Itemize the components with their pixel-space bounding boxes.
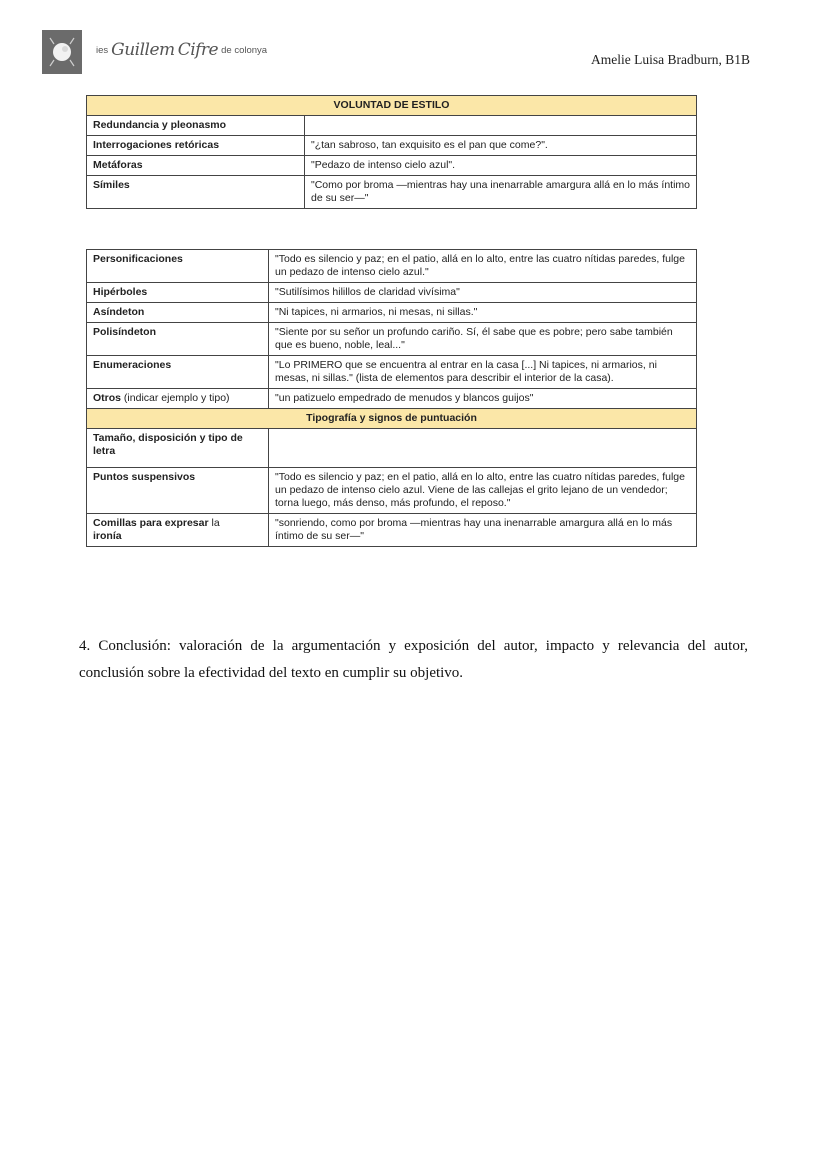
table-row — [87, 429, 697, 468]
school-name-second: Cifre — [177, 40, 219, 60]
row-label: Interrogaciones retóricas — [87, 136, 305, 156]
student-name: Amelie Luisa Bradburn, B1B — [591, 52, 750, 67]
section-header-row — [87, 409, 697, 429]
school-suffix: de colonya — [221, 44, 268, 56]
row-value — [269, 429, 697, 468]
table-row — [87, 250, 697, 283]
comillas-label: Comillas para expresar — [93, 517, 209, 529]
table-row — [87, 356, 697, 389]
row-label: Hipérboles — [87, 283, 269, 303]
row-label: Asíndeton — [87, 303, 269, 323]
otros-hint: (indicar ejemplo y tipo) — [121, 392, 230, 404]
comillas-label-end: ironía — [93, 530, 122, 542]
row-label: Enumeraciones — [87, 356, 269, 389]
comillas-label-light: la — [208, 517, 220, 529]
school-logo — [42, 30, 82, 74]
row-label: Metáforas — [87, 156, 305, 176]
section-title: Tipografía y signos de puntuación — [87, 409, 697, 429]
school-name — [96, 40, 267, 60]
page-header — [0, 0, 828, 90]
figures-table — [86, 249, 697, 547]
row-value: "Siente por su señor un profundo cariño. Sí, él sabe que es pobre; pero sabe también que es bueno, noble, leal..." — [269, 323, 697, 356]
table-row — [87, 283, 697, 303]
table-row — [87, 323, 697, 356]
otros-label: Otros — [93, 392, 122, 404]
style-table — [86, 95, 697, 209]
table-row — [87, 116, 697, 136]
row-value: "sonriendo, como por broma —mientras hay una inenarrable amargura allá en lo más íntimo de su ser—" — [269, 514, 697, 547]
row-label — [87, 514, 269, 547]
row-value: "Sutilísimos hilillos de claridad vivísima" — [269, 283, 697, 303]
row-value: "¿tan sabroso, tan exquisito es el pan que come?". — [305, 136, 697, 156]
row-value: "Pedazo de intenso cielo azul". — [305, 156, 697, 176]
table-row — [87, 176, 697, 209]
table-row — [87, 468, 697, 514]
table-title: VOLUNTAD DE ESTILO — [87, 96, 697, 116]
row-value: "Ni tapices, ni armarios, ni mesas, ni sillas." — [269, 303, 697, 323]
table-row — [87, 514, 697, 547]
row-label: Puntos suspensivos — [87, 468, 269, 514]
row-label: Redundancia y pleonasmo — [87, 116, 305, 136]
table-row — [87, 303, 697, 323]
table-row — [87, 156, 697, 176]
row-value: "Lo PRIMERO que se encuentra al entrar en la casa [...] Ni tapices, ni armarios, ni mesas, ni sillas." (lista de elementos para describir el interior de la casa). — [269, 356, 697, 389]
row-label: Símiles — [87, 176, 305, 209]
table-header-row — [87, 96, 697, 116]
logo-emblem-icon — [42, 30, 82, 74]
school-prefix: ies — [96, 44, 109, 56]
conclusion-paragraph: 4. Conclusión: valoración de la argumentación y exposición del autor, impacto y relevancia del autor, conclusión sobre la efectividad del texto en cumplir su objetivo. — [79, 638, 748, 681]
row-value: "un patizuelo empedrado de menudos y blancos guijos" — [269, 389, 697, 409]
table-row — [87, 389, 697, 409]
row-value: "Todo es silencio y paz; en el patio, allá en lo alto, entre las cuatro nítidas paredes, fulge un pedazo de intenso cielo azul." — [269, 250, 697, 283]
row-value: "Todo es silencio y paz; en el patio, allá en lo alto, entre las cuatro nítidas paredes, fulge un pedazo de intenso cielo azul. Viene de las callejas el grito lejano de un vendedor; torna luego, más denso, más profundo, el reposo." — [269, 468, 697, 514]
school-name-first: Guillem — [111, 40, 175, 60]
row-label: Polisíndeton — [87, 323, 269, 356]
row-label: Tamaño, disposición y tipo de letra — [87, 429, 269, 468]
row-label — [87, 389, 269, 409]
row-label: Personificaciones — [87, 250, 269, 283]
table-row — [87, 136, 697, 156]
row-value: "Como por broma —mientras hay una inenarrable amargura allá en lo más íntimo de su ser—" — [305, 176, 697, 209]
row-value — [305, 116, 697, 136]
